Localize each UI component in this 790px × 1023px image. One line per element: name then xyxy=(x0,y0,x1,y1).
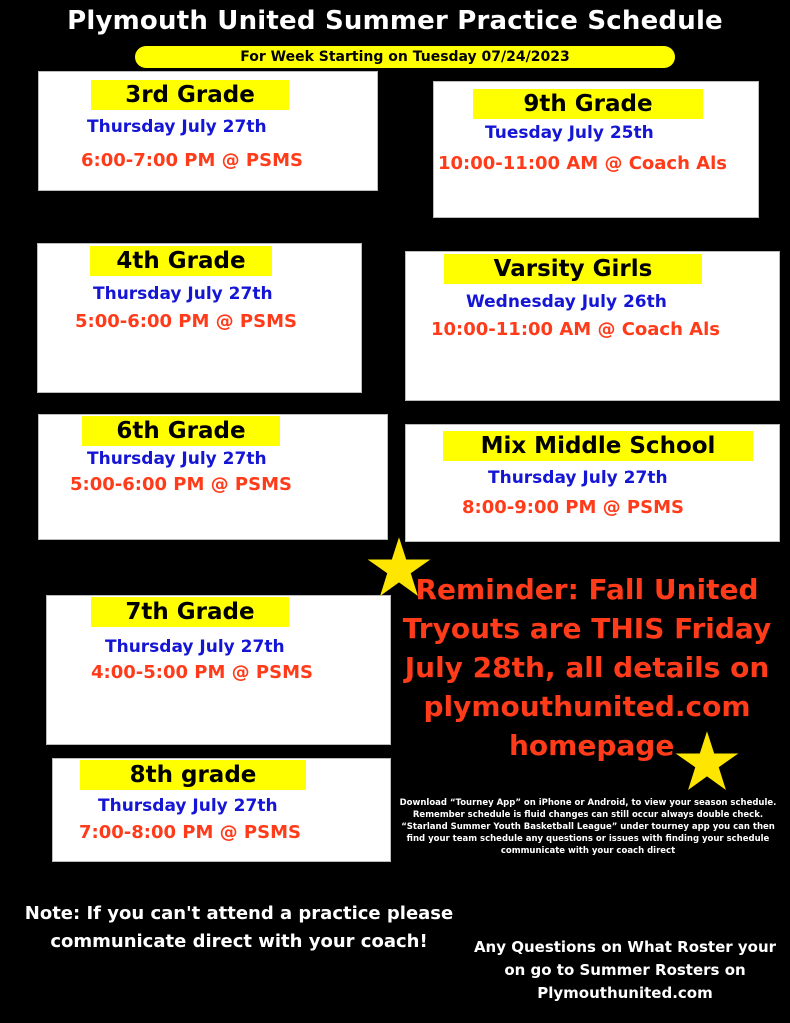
grade-label: 8th grade xyxy=(80,760,306,790)
practice-time: 4:00-5:00 PM @ PSMS xyxy=(91,662,313,683)
reminder-line: plymouthunited.com xyxy=(423,690,751,723)
practice-time: 6:00-7:00 PM @ PSMS xyxy=(81,150,303,171)
info-line: Download “Tourney App” on iPhone or Android, to view your season schedule. xyxy=(399,798,777,808)
reminder-line: Tryouts are THIS Friday xyxy=(402,612,772,645)
practice-time: 7:00-8:00 PM @ PSMS xyxy=(79,822,301,843)
questions-line: Plymouthunited.com xyxy=(537,984,713,1002)
info-line: communicate with your coach direct xyxy=(500,846,676,856)
reminder-line: homepage xyxy=(509,729,675,762)
tryout-reminder xyxy=(402,570,772,765)
practice-time: 5:00-6:00 PM @ PSMS xyxy=(75,311,297,332)
card-9th-grade xyxy=(433,81,759,218)
info-line: find your team schedule any questions or issues with finding your schedule xyxy=(406,834,770,844)
card-8th-grade xyxy=(52,758,391,862)
attendance-note xyxy=(0,900,478,956)
week-subtitle: For Week Starting on Tuesday 07/24/2023 xyxy=(135,46,675,68)
practice-day: Thursday July 27th xyxy=(87,117,267,137)
card-4th-grade xyxy=(37,243,362,393)
practice-day: Thursday July 27th xyxy=(93,284,273,304)
reminder-line: Reminder: Fall United xyxy=(415,573,759,606)
card-mix-middle-school xyxy=(405,424,780,542)
card-3rd-grade xyxy=(38,71,378,191)
questions-line: on go to Summer Rosters on xyxy=(504,961,746,979)
page-title: Plymouth United Summer Practice Schedule xyxy=(67,6,723,36)
practice-time: 8:00-9:00 PM @ PSMS xyxy=(462,497,684,518)
grade-label: Mix Middle School xyxy=(443,431,753,461)
info-line: “Starland Summer Youth Basketball League” under tourney app you can then xyxy=(401,822,775,832)
card-7th-grade xyxy=(46,595,391,745)
grade-label: 6th Grade xyxy=(82,416,280,446)
grade-label: 4th Grade xyxy=(90,246,272,276)
grade-label: 9th Grade xyxy=(473,89,703,119)
card-varsity-girls xyxy=(405,251,780,401)
note-line: Note: If you can't attend a practice please xyxy=(24,903,454,924)
practice-time: 10:00-11:00 AM @ Coach Als xyxy=(438,153,727,174)
tourney-app-info xyxy=(392,797,784,857)
practice-day: Tuesday July 25th xyxy=(485,123,654,143)
grade-label: 7th Grade xyxy=(91,597,289,627)
questions-line: Any Questions on What Roster your xyxy=(473,938,777,956)
reminder-line: July 28th, all details on xyxy=(404,651,770,684)
grade-label: Varsity Girls xyxy=(444,254,702,284)
info-line: Remember schedule is fluid changes can still occur always double check. xyxy=(412,810,764,820)
practice-day: Thursday July 27th xyxy=(105,637,285,657)
practice-day: Thursday July 27th xyxy=(87,449,267,469)
practice-day: Thursday July 27th xyxy=(98,796,278,816)
card-6th-grade xyxy=(38,414,388,540)
grade-label: 3rd Grade xyxy=(91,80,289,110)
practice-time: 10:00-11:00 AM @ Coach Als xyxy=(431,319,720,340)
note-line: communicate direct with your coach! xyxy=(50,931,428,952)
practice-time: 5:00-6:00 PM @ PSMS xyxy=(70,474,292,495)
practice-day: Wednesday July 26th xyxy=(466,292,667,312)
roster-questions xyxy=(462,936,788,1005)
practice-day: Thursday July 27th xyxy=(488,468,668,488)
